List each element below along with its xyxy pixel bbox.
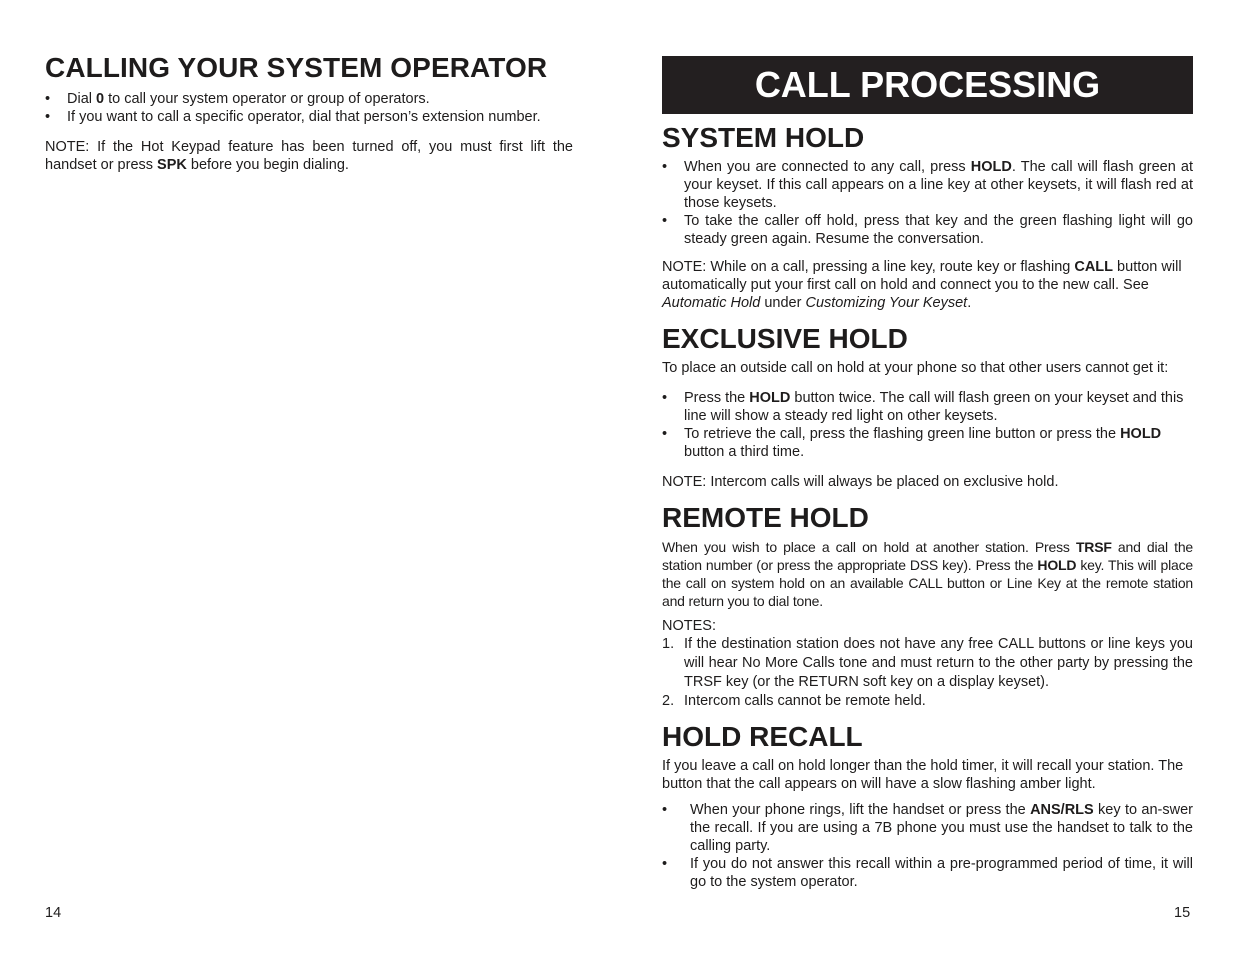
remote-hold-title: REMOTE HOLD <box>662 502 869 533</box>
list-item: • To take the caller off hold, press that key and the green flashing light will go steady green again. Resume the conversation. <box>662 213 1193 247</box>
bullet-icon: • <box>662 213 668 229</box>
exclusive-hold-title: EXCLUSIVE HOLD <box>662 323 908 354</box>
call-processing-banner: CALL PROCESSING <box>662 56 1193 114</box>
list-item: • When you are connected to any call, press HOLD. The call will flash green at your keyset. If this call appears on a line key at other keysets, it will flash red at those keysets. <box>662 159 1193 211</box>
hold-recall-title: HOLD RECALL <box>662 721 863 752</box>
bullet-icon: • <box>662 390 668 406</box>
bullet-icon: • <box>662 802 668 818</box>
remote-hold-notes-label: NOTES: <box>662 618 716 634</box>
list-item: 1. If the destination station does not have any free CALL buttons or line keys you will hear No More Calls tone and must return to the other party by pressing the TRSF key (or the RETURN soft key on a display keyset). <box>662 636 1193 690</box>
page-number-right: 15 <box>1174 905 1191 921</box>
exclusive-hold-note: NOTE: Intercom calls will always be placed on exclusive hold. <box>662 474 1059 490</box>
bullet-icon: • <box>662 426 668 442</box>
system-hold-bullet-list <box>662 158 1193 248</box>
bullet-icon: • <box>662 856 668 872</box>
exclusive-hold-bullet-list <box>662 389 1193 461</box>
page-number-left: 14 <box>45 905 62 921</box>
list-item: • If you do not answer this recall within a pre-programmed period of time, it will go to the system operator. <box>662 856 1193 890</box>
left-page <box>45 52 573 174</box>
list-item: • Press the HOLD button twice. The call will flash green on your keyset and this line will show a steady red light on other keysets. <box>662 390 1184 424</box>
list-item: 2. Intercom calls cannot be remote held. <box>662 693 926 709</box>
hold-recall-intro: If you leave a call on hold longer than the hold timer, it will recall your station. The button that the call appears on will have a slow flashing amber light. <box>662 758 1184 792</box>
list-item: • Dial 0 to call your system operator or group of operators. <box>45 91 430 107</box>
system-hold-note: NOTE: While on a call, pressing a line key, route key or flashing CALL button will automatically put your first call on hold and connect you to the new call. See Automatic Hold under Customizing Your Keyset. <box>662 259 1182 311</box>
list-item: • When your phone rings, lift the handset or press the ANS/RLS key to an-swer the recall. If you are using a 7B phone you must use the handset to talk to the calling party. <box>662 802 1193 854</box>
bullet-icon: • <box>45 91 51 107</box>
hold-recall-bullet-list <box>662 801 1193 891</box>
hot-keypad-note: NOTE: If the Hot Keypad feature has been turned off, you must first lift the handset or press SPK before you begin dialing. <box>45 139 573 173</box>
right-page <box>662 56 1193 891</box>
list-item: • To retrieve the call, press the flashing green line button or press the HOLD button a third time. <box>662 426 1162 460</box>
exclusive-hold-intro: To place an outside call on hold at your phone so that other users cannot get it: <box>662 360 1169 376</box>
list-item: • If you want to call a specific operator, dial that person’s extension number. <box>45 109 541 125</box>
bullet-icon: • <box>662 159 668 175</box>
bullet-icon: • <box>45 109 51 125</box>
calling-operator-title: CALLING YOUR SYSTEM OPERATOR <box>45 52 548 83</box>
remote-hold-paragraph: When you wish to place a call on hold at another station. Press TRSF and dial the station number (or press the appropriate DSS key). Press the HOLD key. This will place the call on system hold on an available CALL button or Line Key at the remote station and return you to dial tone. <box>662 539 1193 609</box>
remote-hold-notes-list <box>662 635 1193 710</box>
operator-bullet-list <box>45 90 573 126</box>
system-hold-title: SYSTEM HOLD <box>662 122 865 153</box>
